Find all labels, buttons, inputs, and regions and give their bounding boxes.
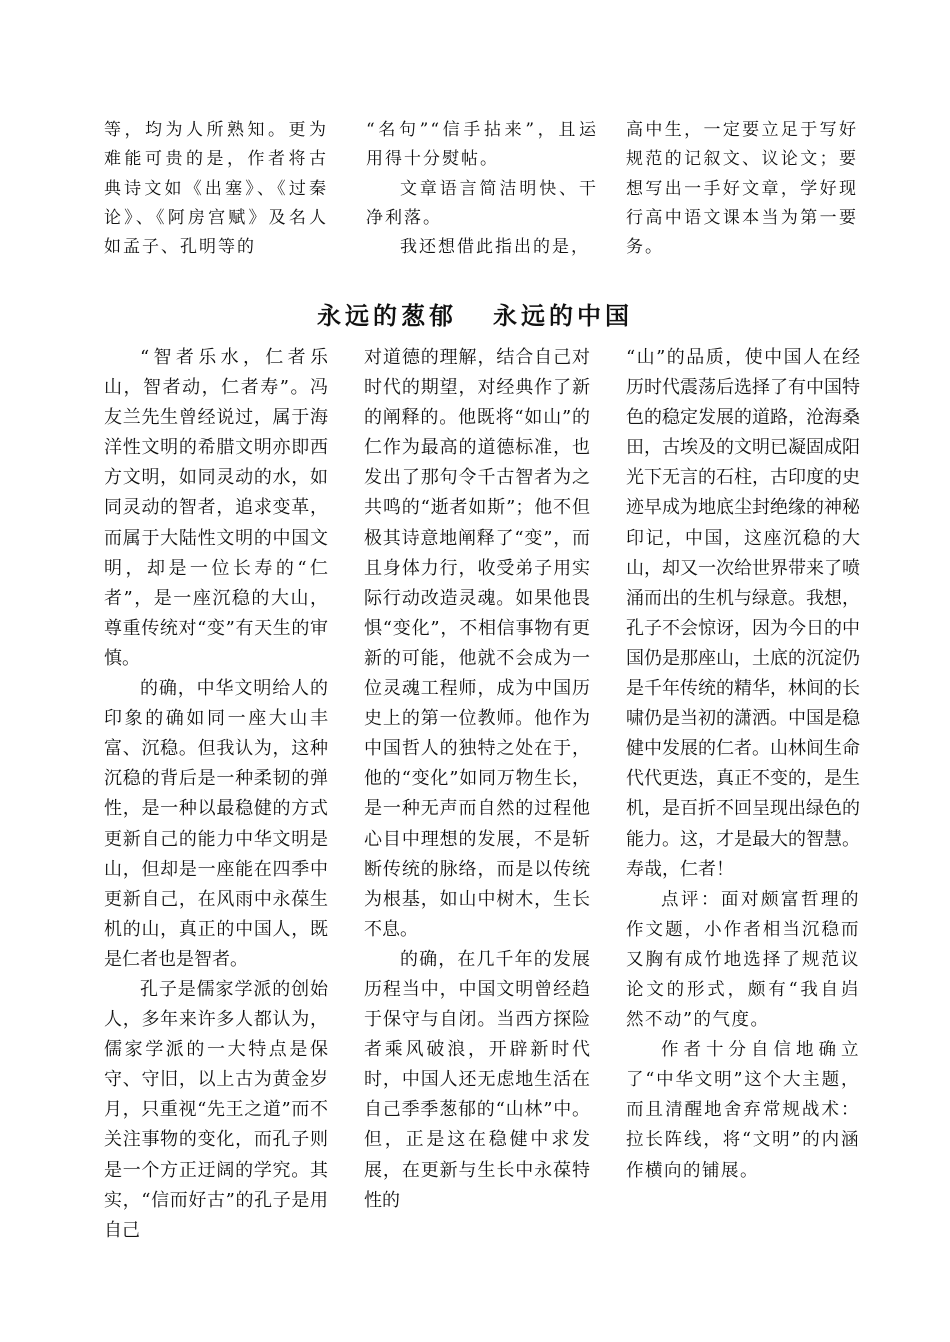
paragraph: 文章语言简洁明快、干净利落。	[366, 178, 598, 228]
body-column-1	[104, 343, 328, 1246]
body-column-3	[626, 343, 860, 1186]
article-body	[0, 343, 950, 1243]
paragraph: 的确，在几千年的发展历程当中，中国文明曾经趋于保守与自闭。当西方探险者乘风破浪，开辟新时代时，中国人还无虑地生活在自己季季葱郁的“山林”中。但，正是这在稳健中求发展，在更新与生长中永葆特性的	[364, 948, 590, 1211]
paragraph: 对道德的理解，结合自己对时代的期望，对经典作了新的阐释的。他既将“如山”的仁作为最高的道德标准，也发出了那句令千古智者为之共鸣的“逝者如斯”；他不但极其诗意地阐释了“变”，而且身体力行，收受弟子用实际行动改造灵魂。如果他畏惧“变化”，不相信事物有更新的可能，他就不会成为一位灵魂工程师，成为中国历史上的第一位教师。他作为中国哲人的独特之处在于，他的“变化”如同万物生长，是一种无声而自然的过程他心目中理想的发展，不是斩断传统的脉络，而是以传统为根基，如山中树木，生长不息。	[364, 347, 590, 940]
article-title	[0, 298, 950, 334]
review-comment: 作者十分自信地确立了“中华文明”这个大主题，而且清醒地舍弃常规战术：拉长阵线，将“文明”的内涵作横向的铺展。	[626, 1040, 860, 1181]
paragraph: 的确，中华文明给人的印象的确如同一座大山丰富、沉稳。但我认为，这种沉稳的背后是一种柔韧的弹性，是一种以最稳健的方式更新自己的能力中华文明是山，但却是一座能在四季中更新自己，在风雨中永葆生机的山，真正的中国人，既是仁者也是智者。	[104, 678, 328, 970]
article-title-part-2: 永远的中国	[493, 301, 633, 330]
top-column-1	[104, 116, 328, 262]
body-column-2	[364, 343, 590, 1216]
paragraph: 高中生，一定要立足于写好规范的记叙文、议论文；要想写出一手好文章，学好现行高中语文课本当为第一要务。	[626, 120, 858, 258]
paragraph: 孔子是儒家学派的创始人，多年来许多人都认为，儒家学派的一大特点是保守、守旧，以上古为黄金岁月，只重视“先王之道”而不关注事物的变化，而孔子则是一个方正迂阔的学究。其实，“信而好古”的孔子是用自己	[104, 978, 328, 1241]
paragraph: “名句”“信手拈来”，且运用得十分熨帖。	[366, 120, 598, 170]
top-column-3	[626, 116, 858, 262]
previous-article-continuation	[0, 116, 950, 266]
paragraph: 我还想借此指出的是，	[400, 237, 590, 258]
top-column-2	[366, 116, 598, 262]
paragraph: 等，均为人所熟知。更为难能可贵的是，作者将古典诗文如《出塞》、《过秦论》、《阿房宫赋》及名人如孟子、孔明等的	[104, 120, 328, 258]
paragraph: “智者乐水，仁者乐山，智者动，仁者寿”。冯友兰先生曾经说过，属于海洋性文明的希腊文明亦即西方文明，如同灵动的水，如同灵动的智者，追求变革，而属于大陆性文明的中国文明，却是一位长寿的“仁者”，是一座沉稳的大山，尊重传统对“变”有天生的审慎。	[104, 347, 328, 669]
article-title-part-1: 永远的葱郁	[317, 301, 457, 330]
paragraph: “山”的品质，使中国人在经历时代震荡后选择了有中国特色的稳定发展的道路，沧海桑田，古埃及的文明已凝固成阳光下无言的石柱，古印度的史迹早成为地底尘封绝缘的神秘印记，中国，这座沉稳的大山，却又一次给世界带来了喷涌而出的生机与绿意。我想，孔子不会惊讶，因为今日的中国仍是那座山，土底的沉淀仍是千年传统的精华，林间的长啸仍是当初的潇洒。中国是稳健中发展的仁者。山林间生命代代更迭，真正不变的，是生机，是百折不回呈现出绿色的能力。这，才是最大的智慧。寿哉，仁者！	[626, 347, 860, 880]
review-comment: 点评：面对颇富哲理的作文题，小作者相当沉稳而又胸有成竹地选择了规范议论文的形式，颇有“我自岿然不动”的气度。	[626, 889, 860, 1031]
